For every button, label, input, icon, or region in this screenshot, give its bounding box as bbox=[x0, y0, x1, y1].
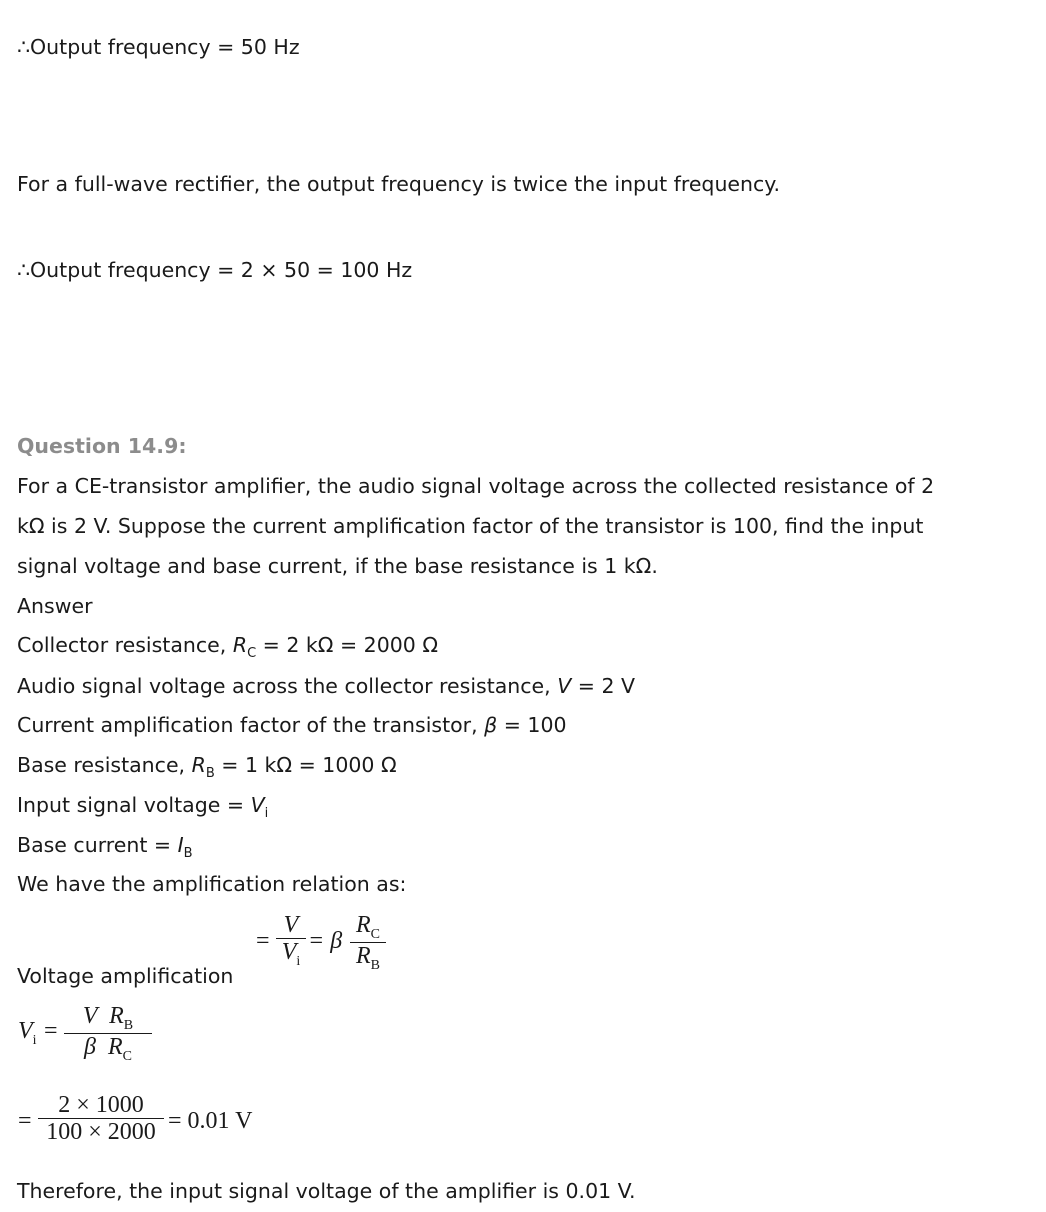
eq2-denominator: β $R_C$ bbox=[84, 1034, 132, 1064]
eq1-fraction-rc-over-rb bbox=[350, 912, 386, 973]
final-answer: Therefore, the input signal voltage of the amplifier is 0.01 V. bbox=[17, 1179, 636, 1203]
ib-subscript: B bbox=[183, 846, 193, 861]
rc-symbol: R bbox=[232, 633, 248, 657]
relation-intro: We have the amplification relation as: bbox=[17, 872, 407, 896]
input-voltage-label: Input signal voltage = bbox=[17, 793, 251, 817]
eq3-fraction bbox=[38, 1092, 164, 1145]
eq3-equals: = bbox=[18, 1108, 32, 1134]
eq1-numerator-2: $R_C$ bbox=[355, 912, 380, 942]
eq1-fraction-v-over-vi bbox=[276, 912, 306, 969]
collector-resistance-line bbox=[17, 632, 438, 662]
eq1-denominator: $V_i$ bbox=[281, 939, 301, 969]
rc-subscript: C bbox=[247, 646, 257, 661]
full-wave-statement: For a full-wave rectifier, the output frequency is twice the input frequency. bbox=[17, 172, 781, 196]
eq1-equals-beta: = β bbox=[308, 928, 343, 954]
base-resistance-label: Base resistance, bbox=[17, 753, 192, 777]
beta-symbol: β bbox=[484, 713, 498, 737]
eq2-fraction bbox=[64, 1003, 152, 1064]
question-title: Question 14.9: bbox=[17, 434, 187, 458]
base-current-label: Base current = bbox=[17, 833, 178, 857]
output-frequency-line-2: ∴Output frequency = 2 × 50 = 100 Hz bbox=[17, 258, 413, 282]
voltage-amplification-label: Voltage amplification bbox=[17, 964, 234, 988]
amplification-factor-label: Current amplification factor of the transistor, bbox=[17, 713, 485, 737]
rb-symbol: R bbox=[191, 753, 206, 777]
eq1-equals: = bbox=[256, 928, 270, 954]
audio-voltage-value: = 2 V bbox=[571, 674, 636, 698]
question-text-2: kΩ is 2 V. Suppose the current amplification factor of the transistor is 100, find the input bbox=[17, 514, 924, 538]
input-voltage-line bbox=[17, 792, 268, 822]
eq1-denominator-2: $R_B$ bbox=[355, 943, 380, 973]
base-current-line bbox=[17, 832, 193, 862]
collector-resistance-label: Collector resistance, bbox=[17, 633, 233, 657]
base-resistance-value: = 1 kΩ = 1000 Ω bbox=[214, 753, 397, 777]
audio-voltage-label: Audio signal voltage across the collector resistance, bbox=[17, 674, 558, 698]
eq3-numerator: 2 × 1000 bbox=[58, 1092, 144, 1118]
vi-subscript: i bbox=[264, 806, 269, 821]
ib-symbol: I bbox=[177, 833, 184, 857]
rb-subscript: B bbox=[205, 766, 215, 781]
base-resistance-line bbox=[17, 752, 397, 782]
answer-label: Answer bbox=[17, 594, 93, 618]
amplification-factor-line bbox=[17, 712, 567, 738]
amplification-factor-value: = 100 bbox=[497, 713, 567, 737]
question-text-3: signal voltage and base current, if the base resistance is 1 kΩ. bbox=[17, 554, 658, 578]
eq2-equals: = bbox=[44, 1018, 58, 1044]
eq3-denominator: 100 × 2000 bbox=[46, 1119, 156, 1145]
audio-voltage-line bbox=[17, 673, 635, 699]
eq3-result: = 0.01 V bbox=[168, 1108, 253, 1134]
vi-symbol: V bbox=[250, 793, 265, 817]
question-text-1: For a CE-transistor amplifier, the audio signal voltage across the collected resistance of 2 bbox=[17, 474, 935, 498]
v-symbol: V bbox=[557, 674, 572, 698]
eq2-numerator: V $R_B$ bbox=[82, 1003, 134, 1033]
collector-resistance-value: = 2 kΩ = 2000 Ω bbox=[256, 633, 439, 657]
eq1-numerator: V bbox=[283, 912, 299, 938]
output-frequency-line-1: ∴Output frequency = 50 Hz bbox=[17, 35, 300, 59]
eq2-lhs: $V_i$ bbox=[18, 1018, 37, 1048]
